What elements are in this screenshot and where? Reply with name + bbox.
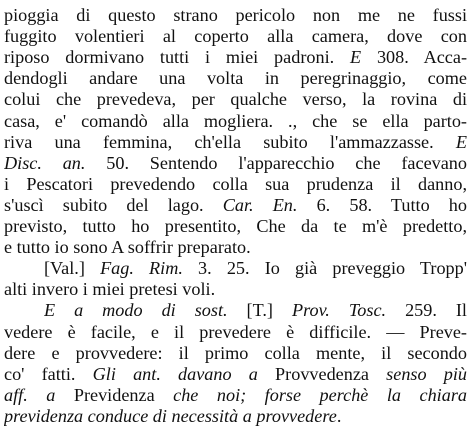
text-line xyxy=(4,4,467,26)
text-segment: alti invero i miei pretesi voli. xyxy=(4,279,216,300)
text-segment: . xyxy=(336,405,342,426)
text-segment: Provvedenza xyxy=(257,363,387,384)
text-line xyxy=(4,215,467,237)
text-line xyxy=(4,88,467,110)
italic-text-segment: Gli ant. davano a xyxy=(92,363,258,384)
text-segment: [T.] xyxy=(227,300,292,321)
text-line xyxy=(4,194,467,216)
text-segment: 6. 58. Tutto ho xyxy=(297,194,467,215)
italic-text-segment: Prov. Tosc. xyxy=(291,300,387,321)
text-line xyxy=(4,342,467,364)
text-segment: 308. Acca- xyxy=(361,47,467,68)
text-segment: pioggia di questo strano pericolo non me ne fussi xyxy=(4,5,467,25)
italic-text-segment: aff. a xyxy=(4,384,56,405)
text-segment: co' fatti. xyxy=(4,363,93,384)
text-line xyxy=(4,67,467,89)
text-line xyxy=(4,25,467,47)
text-segment: vedere è facile, e il prevedere è difficile. — Preve- xyxy=(4,321,467,342)
text-line xyxy=(4,152,467,174)
italic-text-segment: senso più xyxy=(386,363,467,384)
text-segment: colui che prevedeva, per qualche verso, la rovina di xyxy=(4,89,467,110)
text-segment: e tutto io sono A soffrir preparato. xyxy=(4,237,251,258)
text-segment: 50. Sentendo l'apparecchio che facevano xyxy=(85,152,467,173)
text-segment: fuggito volentieri al coperto alla camera, dove con xyxy=(4,26,467,47)
text-segment: [Val.] xyxy=(44,258,101,279)
text-line xyxy=(4,384,467,406)
text-line xyxy=(4,405,467,427)
text-line xyxy=(4,110,467,132)
text-segment: i Pescatori prevedendo colla sua prudenza il danno, xyxy=(4,173,467,194)
text-segment: dere e provvedere: il primo colla mente, il secondo xyxy=(4,342,467,363)
text-segment: Previdenza xyxy=(55,384,174,405)
italic-text-segment: che noi; forse perchè la chiara xyxy=(173,384,467,405)
text-segment: riva una femmina, ch'ella subito l'ammazzasse. xyxy=(4,131,456,152)
text-segment: s'uscì subito del lago. xyxy=(4,194,223,215)
text-segment: 3. 25. Io già preveggio Tropp' xyxy=(182,258,467,279)
text-line xyxy=(44,257,467,279)
text-line xyxy=(44,299,467,321)
italic-text-segment: Car. En. xyxy=(222,194,298,215)
italic-text-segment: E xyxy=(350,47,362,68)
text-line xyxy=(4,321,467,343)
text-line xyxy=(4,363,467,385)
italic-text-segment: Fag. Rim. xyxy=(100,258,183,279)
text-line xyxy=(4,46,467,68)
text-segment: riposo dormivano tutti i miei padroni. xyxy=(4,47,350,68)
text-line xyxy=(4,278,467,300)
text-segment: previsto, tutto ho presentito, Che da te m'è predetto, xyxy=(4,216,467,236)
italic-text-segment: Disc. an. xyxy=(4,152,86,173)
text-segment: 259. Il xyxy=(386,300,467,321)
italic-text-segment: E a modo di sost. xyxy=(44,300,228,321)
text-line xyxy=(4,173,467,195)
text-line xyxy=(4,131,467,153)
italic-text-segment: previdenza conduce di necessità a provvedere xyxy=(4,405,337,426)
text-segment: dendogli andare una volta in peregrinaggio, come xyxy=(4,68,467,89)
text-line xyxy=(4,236,467,258)
text-segment: casa, e' comandò alla mogliera. ., che se ella parto- xyxy=(4,110,467,131)
italic-text-segment: E xyxy=(455,131,467,152)
